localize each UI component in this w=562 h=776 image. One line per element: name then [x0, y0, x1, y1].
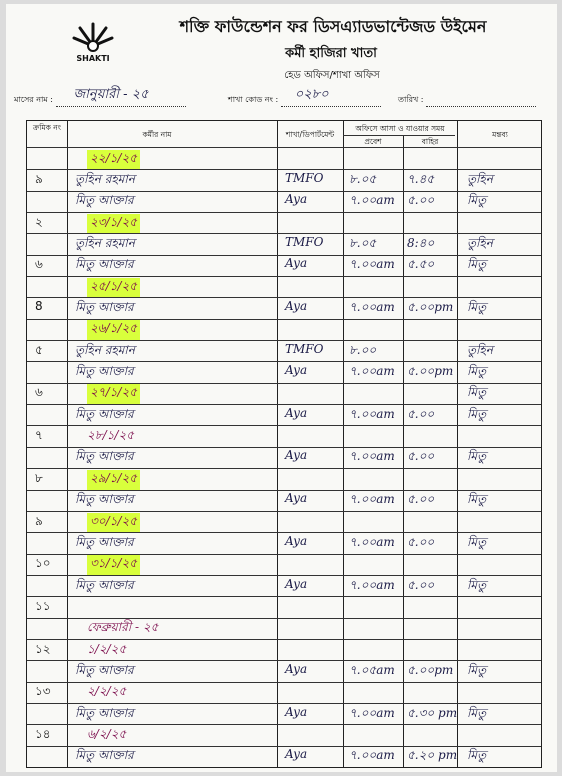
remark-cell: মিতু [467, 534, 487, 549]
name-cell: মিতু আক্তার [75, 364, 134, 379]
out-time-cell: ৫.০০ [407, 492, 435, 507]
dept-cell: Aya [285, 533, 308, 548]
name-cell: মিতু আক্তার [75, 662, 134, 677]
remark-cell: মিতু [467, 193, 487, 208]
in-time-cell: ৭.০০am [349, 534, 395, 549]
table-row [27, 191, 541, 212]
name-cell: মিতু আক্তার [75, 534, 134, 549]
month-value: জানুয়ারী - ২৫ [73, 87, 149, 102]
header-name: কর্মীর নাম [142, 130, 172, 139]
serial-cell: ৮ [35, 470, 43, 485]
table-row [27, 383, 541, 404]
dept-cell: Aya [285, 704, 308, 719]
remark-cell: তুহিন [467, 172, 493, 187]
dept-cell: Aya [285, 405, 308, 420]
dept-cell: Aya [285, 192, 308, 207]
in-time-cell: ৭.০০am [349, 406, 395, 421]
table-row [27, 490, 541, 511]
name-cell: ২৬/১/২৫ [87, 320, 140, 340]
dept-cell: Aya [285, 491, 308, 506]
attendance-sheet [6, 4, 557, 772]
table-row [27, 682, 541, 703]
remark-cell: মিতু [467, 385, 487, 400]
serial-cell: ১৪ [35, 726, 51, 741]
register-title: কর্মী হাজিরা খাতা [285, 46, 377, 61]
dept-cell: Aya [285, 747, 308, 762]
name-cell: ২৩/১/২৫ [87, 214, 140, 234]
dept-cell: Aya [285, 299, 308, 314]
month-label: মাসের নাম : [14, 95, 53, 104]
out-time-cell: ৫.৫০ [407, 257, 435, 272]
name-cell: মিতু আক্তার [75, 406, 134, 421]
table-row [27, 618, 541, 639]
name-cell: ২৭/১/২৫ [87, 384, 140, 404]
table-row [27, 148, 541, 169]
table-row [27, 233, 541, 254]
table-row [27, 340, 541, 361]
serial-cell: ৬ [35, 257, 43, 272]
attendance-table [26, 120, 542, 768]
name-cell: তুহিন রহমান [75, 172, 135, 187]
out-time-cell: ৫.০০ [407, 577, 435, 592]
in-time-cell: ৮.০৫ [349, 172, 377, 187]
table-row [27, 447, 541, 468]
name-cell: মিতু আক্তার [75, 300, 134, 315]
remark-cell: মিতু [467, 449, 487, 464]
name-cell: মিতু আক্তার [75, 492, 134, 507]
out-time-cell: ৫.০০pm [407, 364, 454, 379]
remark-cell: মিতু [467, 364, 487, 379]
in-time-cell: ৭.০০am [349, 705, 395, 720]
table-row [27, 297, 541, 318]
serial-cell: ১২ [35, 641, 51, 656]
out-time-cell: ৫.০০ [407, 406, 435, 421]
in-time-cell: ৭.০০am [349, 257, 395, 272]
remark-cell: তুহিন [467, 236, 493, 251]
serial-cell: ৯ [35, 172, 43, 187]
remark-cell: মিতু [467, 748, 487, 763]
header-remarks: মন্তব্য [492, 130, 508, 139]
name-cell: মিতু আক্তার [75, 705, 134, 720]
date-field [398, 94, 536, 107]
remark-cell: মিতু [467, 406, 487, 421]
out-time-cell: ৫.০০pm [407, 662, 454, 677]
table-row [27, 425, 541, 446]
name-cell: ২৮/১/২৫ [87, 428, 135, 443]
branch-code-value: ০২৮০ [294, 87, 329, 102]
table-row [27, 554, 541, 575]
out-time-cell: 8:৪০ [407, 236, 435, 251]
logo-text: SHAKTI [76, 54, 110, 63]
name-cell: মিতু আক্তার [75, 748, 134, 763]
out-time-cell: ৫.০০ [407, 449, 435, 464]
serial-cell: ১১ [35, 598, 51, 613]
date-label: তারিখ : [398, 95, 424, 104]
header-in: প্রবেশ [364, 137, 382, 146]
remark-cell: তুহিন [467, 342, 493, 357]
month-field [14, 87, 186, 107]
name-cell: ২২/১/২৫ [87, 150, 140, 170]
dept-cell: Aya [285, 256, 308, 271]
table-row [27, 468, 541, 489]
table-row [27, 255, 541, 276]
branch-code-field [228, 87, 381, 107]
out-time-cell: ৭.৪৫ [407, 172, 435, 187]
dept-cell: TMFO [285, 235, 324, 250]
out-time-cell: ৫.৩০ pm [407, 705, 458, 720]
out-time-cell: ৫.০০ [407, 193, 435, 208]
in-time-cell: ৭.০০am [349, 193, 395, 208]
name-cell: ৬/২/২৫ [87, 726, 127, 741]
table-row [27, 724, 541, 745]
office-type: হেড অফিস/শাখা অফিস [284, 70, 380, 81]
remark-cell: মিতু [467, 577, 487, 592]
out-time-cell: ৫.২০ pm [407, 748, 458, 763]
in-time-cell: ৭.০০am [349, 300, 395, 315]
remark-cell: মিতু [467, 300, 487, 315]
table-row [27, 575, 541, 596]
out-time-cell: ৫.০০ [407, 534, 435, 549]
serial-cell: ২ [35, 214, 43, 229]
in-time-cell: ৭.০০am [349, 492, 395, 507]
remark-cell: মিতু [467, 662, 487, 677]
serial-cell: ৫ [35, 342, 43, 357]
remark-cell: মিতু [467, 257, 487, 272]
serial-cell: ৬ [35, 385, 43, 400]
dept-cell: Aya [285, 661, 308, 676]
in-time-cell: ৭.০০am [349, 577, 395, 592]
table-row [27, 511, 541, 532]
serial-cell: ৭ [35, 428, 43, 443]
dept-cell: TMFO [285, 341, 324, 356]
remark-cell: মিতু [467, 492, 487, 507]
serial-cell: ১০ [35, 556, 51, 571]
in-time-cell: ৭.০০am [349, 449, 395, 464]
name-cell: মিতু আক্তার [75, 257, 134, 272]
table-row [27, 404, 541, 425]
table-row [27, 703, 541, 724]
dept-cell: Aya [285, 363, 308, 378]
name-cell: ২৯/১/২৫ [87, 470, 140, 490]
table-row [27, 596, 541, 617]
table-row [27, 276, 541, 297]
in-time-cell: ৮.০০ [349, 342, 377, 357]
serial-cell: 8 [35, 299, 43, 314]
table-row [27, 319, 541, 340]
name-cell: ২/২/২৫ [87, 684, 127, 699]
name-cell: ফেব্রুয়ারী - ২৫ [87, 620, 159, 635]
table-row [27, 532, 541, 553]
name-cell: তুহিন রহমান [75, 236, 135, 251]
name-cell: ২৫/১/২৫ [87, 278, 140, 298]
in-time-cell: ৭.০০am [349, 364, 395, 379]
name-cell: ৩১/১/২৫ [87, 555, 140, 575]
name-cell: ১/২/২৫ [87, 641, 127, 656]
table-row [27, 746, 541, 767]
name-cell: মিতু আক্তার [75, 193, 134, 208]
in-time-cell: ৮.০৫ [349, 236, 377, 251]
branch-code-label: শাখা কোড নং : [228, 95, 279, 104]
table-row [27, 639, 541, 660]
dept-cell: Aya [285, 576, 308, 591]
table-row [27, 361, 541, 382]
org-title: শক্তি ফাউন্ডেশন ফর ডিসএ্যাডভান্টেজড উইমেন [179, 17, 487, 36]
name-cell: ৩০/১/২৫ [87, 513, 140, 533]
out-time-cell: ৫.০০pm [407, 300, 454, 315]
serial-cell: ১৩ [35, 684, 51, 699]
header-time: অফিসে আসা ও যাওয়ার সময় [355, 124, 445, 133]
header-out: বাহির [421, 137, 439, 146]
shakti-logo [68, 16, 118, 68]
in-time-cell: ৭.০০am [349, 748, 395, 763]
table-row [27, 660, 541, 681]
table-row [27, 169, 541, 190]
name-cell: তুহিন রহমান [75, 342, 135, 357]
dept-cell: TMFO [285, 171, 324, 186]
dept-cell: Aya [285, 448, 308, 463]
name-cell: মিতু আক্তার [75, 449, 134, 464]
serial-cell: ৯ [35, 513, 43, 528]
in-time-cell: ৭.০৫am [349, 662, 395, 677]
name-cell: মিতু আক্তার [75, 577, 134, 592]
header-serial: ক্রমিক নং [33, 123, 61, 132]
header-dept: শাখা/ডিপার্টমেন্ট [285, 130, 335, 139]
remark-cell: মিতু [467, 705, 487, 720]
table-row [27, 212, 541, 233]
